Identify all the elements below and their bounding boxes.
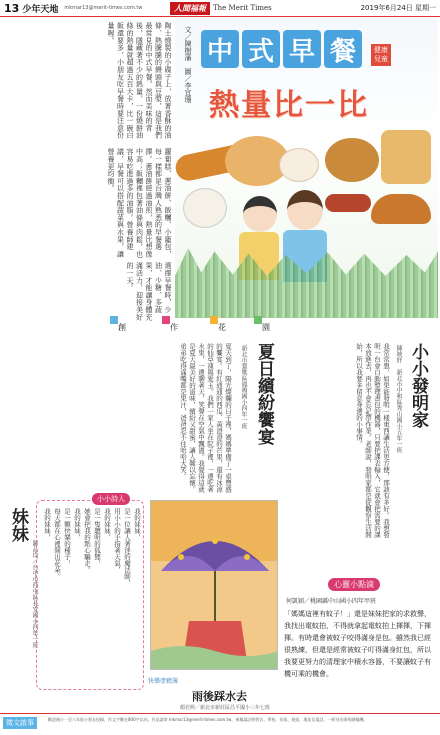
- feature-subtitle: 熱量比一比: [209, 88, 369, 123]
- bun-icon: [183, 188, 227, 228]
- poem-line: 她會把我的點心騙走。: [83, 508, 91, 573]
- summer-story-byline: 新北市鶯歌區鳳鳴國小四年一班: [240, 345, 247, 429]
- poem-line: 我的妹妹，: [103, 508, 111, 541]
- logo-english: The Merit Times: [213, 4, 272, 12]
- toast-icon: [381, 130, 431, 184]
- poem-line: 是一隻聰明的狐狸，: [93, 508, 101, 567]
- dumpling-icon: [279, 148, 319, 182]
- poem-byline: 羅品均／台中市西屯區長安國小四年一班: [31, 540, 38, 648]
- article-text-c: 選擇早餐時，少油、少糖、多蔬果，才能讓身體充滿活力，迎接美好的一天。: [126, 262, 172, 321]
- inventor-story-title: 小小發明家: [408, 343, 428, 428]
- newspaper-logo: [170, 1, 272, 15]
- article-text-a: 陶土燒製的小碟子上，放著香酥的油條、熱騰騰的饅頭與豆漿，這是我們最常見的中式早餐。然而美味的背後，隱藏著不少的熱量，一份燒餅油條的熱量就超過五百大卡，比一碗白飯還要多，小朋友吃早餐時要注意份量喔。: [107, 22, 172, 139]
- croissant-icon: [371, 194, 431, 224]
- title-char: 式: [242, 30, 280, 68]
- painting-umbrella-icon: [151, 501, 278, 670]
- page-footer: [0, 713, 440, 735]
- poem-title: 妹妹: [8, 508, 28, 542]
- sausage-icon: [325, 194, 371, 212]
- inventor-story-byline: 陳映妤 新北市中和區秀山國小五年一班: [395, 345, 402, 453]
- logo-chinese: 人間福報: [170, 2, 210, 15]
- summer-story-text: 夏天到了，陽光燦爛的日子裡，媽媽準備了一桌豐盛的饗宴。有紅通通的西瓜、黃澄澄的芒果，還有冰涼的仙草凍與愛玉。我們一家人坐在院子裡，一邊吃著水果，一邊聊著天，笑聲在空氣中飄盪。我覺得這就是夏天最美好的滋味，繽紛又甜蜜，讓人難以忘懷。弟弟吃得滿嘴都是果汁，爸爸忍不住哈哈大笑。: [179, 343, 232, 493]
- feature-illustration: [175, 18, 438, 318]
- title-char: 中: [201, 30, 239, 68]
- title-char: 早: [283, 30, 321, 68]
- burger-icon: [325, 138, 379, 182]
- gist-label: 心靈小點滴: [328, 578, 380, 591]
- footer-label: 徵文啟事: [3, 717, 37, 729]
- poem-lines: [42, 508, 142, 683]
- column-header-char: 作: [170, 323, 178, 332]
- artwork-credit: 顏若熙／新北市新莊區昌平國小三年七班: [180, 705, 271, 711]
- poem-line: 我的妹妹，: [133, 508, 141, 541]
- poem-line: 我的妹妹，: [73, 508, 81, 541]
- page-header: [0, 0, 440, 17]
- article-text-b: 蘿蔔糕、蔥油餅、飯糰、小籠包，每一樣都是台灣人熟悉的早餐選擇。蔥油餅經過油煎，熱量比想像中高；飯糰裡包著油條與肉鬆，也容易吃進過多的油脂。營養師建議，早餐可以搭配蔬菜與水果，讓營養更均衡。: [107, 148, 172, 258]
- column-header: [0, 322, 440, 340]
- inventor-story-text: 我常常想，如果能發明一樣東西讓生活更方便，那該有多好。我想發明一台會自動整理書包的機器，只要把課表輸入，它就會把需要的課本放進去，再也不會忘記帶作業。老師說，發明家都是從觀察生活開始，所以我要多留意身邊的小事情。: [355, 343, 390, 538]
- column-header-char: 花: [218, 323, 226, 332]
- gist-text: 「媽媽這裡有蚊子！」還是妹妹把家的求救聲，我找出電蚊拍，不得就拿起電蚊拍上揮揮，下揮揮。有時還會被蚊子咬得滿身是包。雖然我已經很熟練，但還是經常被蚊子叮得滿身紅包，所以我要更努力的清理家中積水容器，不要讓蚊子有機可乘的機會。: [284, 610, 431, 678]
- poem-line: 是一顆快樂的種子，: [63, 508, 71, 567]
- poem-line: 是一位讓人著迷的魔法師，: [123, 508, 131, 586]
- feature-title: [201, 30, 362, 68]
- gist-byline: 何凱穎／桃園縣中山國小四年甲班: [286, 598, 377, 605]
- summer-story-title: 夏日繽紛饗宴: [254, 343, 274, 445]
- poem-line: 每天都在心裡開出花朵。: [53, 508, 61, 580]
- page-number: 13: [4, 1, 20, 15]
- feature-author: 文／陳樹藩 圖／李宜珊: [184, 26, 192, 103]
- poem-label: 小小詩人: [92, 493, 130, 505]
- artwork-title: 雨後踩水去: [192, 690, 247, 703]
- issue-date: 2019年6月24日 星期一: [360, 4, 436, 12]
- title-char: 餐: [324, 30, 362, 68]
- section-name: 少年天地: [22, 4, 59, 15]
- health-tag: 健康兒童: [371, 44, 391, 66]
- poem-line: 用小小的手指著天氣，: [113, 508, 121, 573]
- column-header-char: 園: [262, 323, 270, 332]
- column-header-char: 創: [118, 323, 126, 332]
- section-email: mkmar13@merit-times.com.tw: [64, 5, 143, 11]
- child-painting: [150, 500, 278, 670]
- artwork-corner-label: 快樂塗鴉簿: [148, 678, 179, 685]
- footer-text: 歡迎國小一至六年級小朋友投稿，作文字數在800字以內，作品請寄 mkmar13@merit-times.com.tw，來稿請註明姓名、學校、年級、班級、地址及電話，一經刊出即致贈稿酬。: [48, 717, 368, 722]
- poem-line: 我的妹妹，: [43, 508, 51, 541]
